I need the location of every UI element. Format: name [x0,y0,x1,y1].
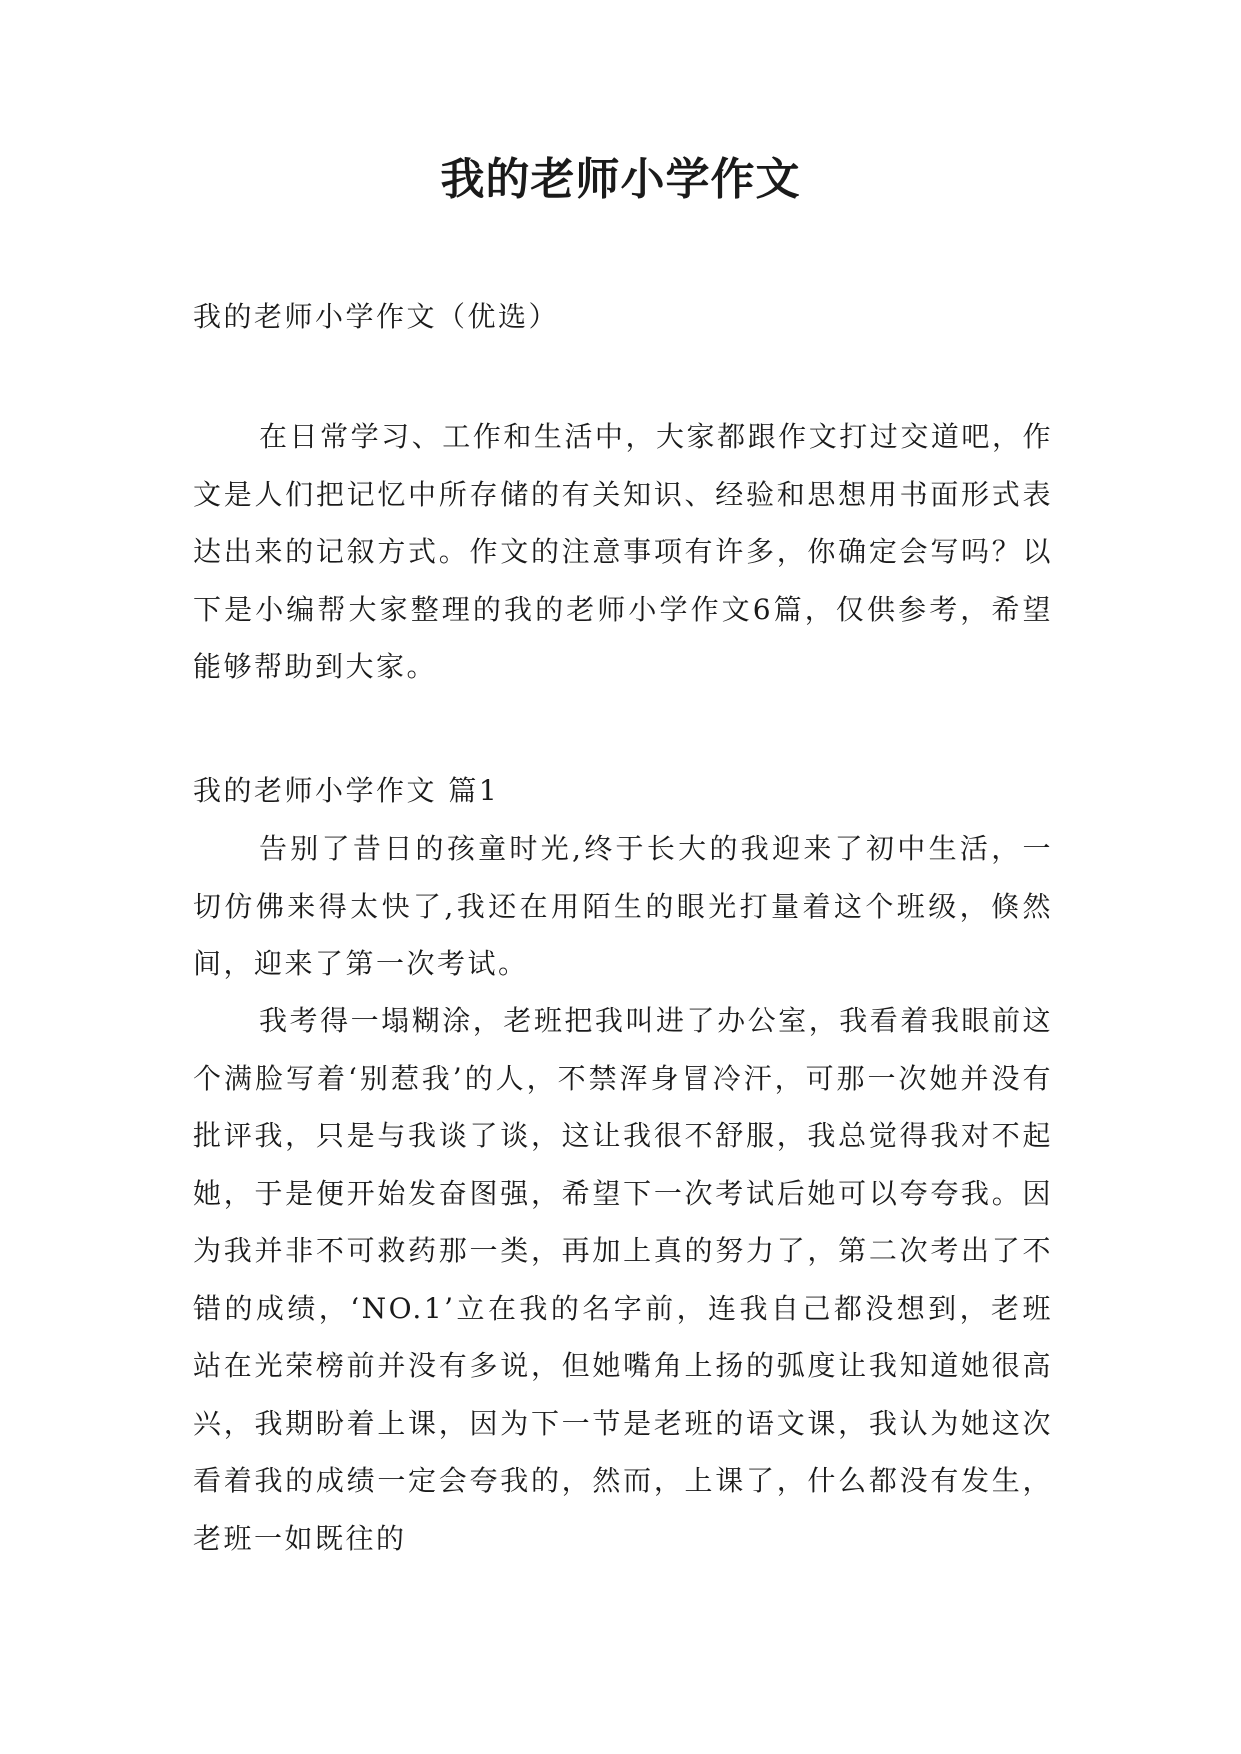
body-paragraph: 告别了昔日的孩童时光,终于长大的我迎来了初中生活，一切仿佛来得太快了,我还在用陌生的眼光打量着这个班级，倏然间，迎来了第一次考试。 [193,832,1053,980]
intro-paragraph: 在日常学习、工作和生活中，大家都跟作文打过交道吧，作文是人们把记忆中所存储的有关知识、经验和思想用书面形式表达出来的记叙方式。作文的注意事项有许多，你确定会写吗？以下是小编帮大家整理的我的老师小学作文6篇，仅供参考，希望能够帮助到大家。 [193,420,1053,683]
document-subtitle: 我的老师小学作文（优选） [193,300,560,333]
body-paragraph: 我考得一塌糊涂，老班把我叫进了办公室，我看着我眼前这个满脸写着‘别惹我’的人，不禁浑身冒冷汗，可那一次她并没有批评我，只是与我谈了谈，这让我很不舒服，我总觉得我对不起她，于是便开始发奋图强，希望下一次考试后她可以夸夸我。因为我并非不可救药那一类，再加上真的努力了，第二次考出了不错的成绩，‘NO.1’立在我的名字前，连我自己都没想到，老班站在光荣榜前并没有多说，但她嘴角上扬的弧度让我知道她很高兴，我期盼着上课，因为下一节是老班的语文课，我认为她这次看着我的成绩一定会夸我的，然而，上课了，什么都没有发生，老班一如既往的 [193,1004,1053,1555]
document-title: 我的老师小学作文 [440,154,801,205]
section-heading: 我的老师小学作文 篇1 [193,774,500,807]
